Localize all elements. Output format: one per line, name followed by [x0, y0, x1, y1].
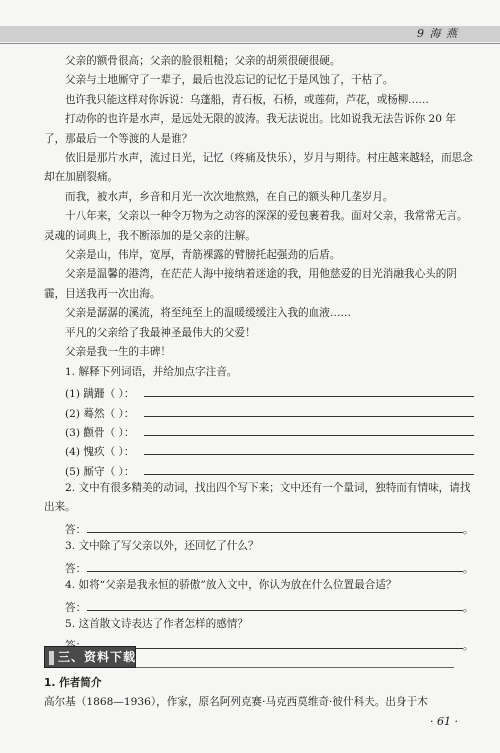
- vocab-word: 愧疚: [83, 446, 105, 459]
- vocab-item: (1) 蹒跚（ ）：: [44, 382, 474, 401]
- paragraph: 父亲与土地厮守了一辈子，最后也没忘记的记忆于是风蚀了，干枯了。: [65, 74, 394, 87]
- answer-blank[interactable]: [144, 435, 474, 436]
- vocab-item: (5) 厮守（ ）：: [44, 459, 474, 478]
- answer-line: 答： 。: [65, 524, 474, 537]
- answer-blank[interactable]: [144, 396, 474, 397]
- answer-blank[interactable]: [87, 610, 463, 611]
- answer-line: 答： 。: [65, 601, 474, 614]
- vocab-item: (2) 蓦然（ ）：: [44, 401, 474, 420]
- answer-blank[interactable]: [144, 416, 474, 417]
- answer-blank[interactable]: [87, 532, 463, 533]
- answer-line: 答： 。: [65, 562, 474, 575]
- paragraph: 打动你的也许是水声，是远处无限的波涛。我无法说出。比如说我无法告诉你 20 年了，那最后一个等渡的人是谁？: [44, 113, 456, 145]
- paragraph: 十八年来，父亲以一种令万物为之动容的深深的爱包裹着我。面对父亲，我常常无言。灵魂的词典上，我不断添加的是父亲的注解。: [44, 210, 468, 242]
- answer-blank[interactable]: [87, 571, 463, 572]
- main-content: [44, 52, 474, 653]
- question-5: 5. 这首散文诗表达了作者怎样的感情？: [65, 617, 248, 630]
- author-bio: 高尔基（1868—1936），作家，原名阿列克赛·马克西莫维奇·彼什科夫。出身于木: [44, 696, 428, 708]
- section-rule: [136, 667, 454, 668]
- section-banner: [44, 646, 454, 668]
- subsection-title: 1. 作者简介: [44, 677, 102, 689]
- paragraph: 父亲的额骨很高；父亲的脸很粗糙；父亲的胡须很硬很硬。: [65, 55, 341, 67]
- answer-blank[interactable]: [144, 474, 474, 475]
- answer-line: 。: [44, 634, 474, 653]
- vocab-word: 颧骨: [83, 427, 105, 440]
- page-number: · 61 ·: [430, 715, 458, 728]
- paragraph: 父亲是山，伟岸，宽厚，青筋裸露的臂膀托起强劲的后盾。: [65, 249, 341, 262]
- page-header: [0, 0, 500, 42]
- paragraph: 而我，被水声，乡音和月光一次次地熬熟，在自己的额头种几垄岁月。: [65, 190, 394, 203]
- header-rule: [0, 43, 500, 44]
- paragraph: 平凡的父亲给了我最神圣最伟大的父爱！: [65, 326, 256, 339]
- paragraph: 依旧是那片水声，流过日光，记忆（疼痛及快乐），岁月与期待。村庄越来越轻，而思念却在加剧裂痛。: [44, 152, 473, 184]
- question-2: 2. 文中有很多精美的动词，找出四个写下来；文中还有一个量词，独特而有情味，请找出来。: [44, 481, 471, 514]
- question-4: 4. 如将“父亲是我永恒的骄傲”放入文中，你认为放在什么位置最合适？: [65, 578, 397, 591]
- question-1: 1. 解释下列词语，并给加点字注音。: [65, 365, 238, 378]
- vocab-item: (3) 颧骨（ ）：: [44, 421, 474, 440]
- section-title: 三、资料下载: [58, 650, 137, 664]
- chapter-title: 9 海 燕: [417, 27, 458, 40]
- paragraph: 父亲是我一生的丰碑！: [65, 346, 171, 359]
- vocab-word: 厮守: [83, 465, 105, 478]
- question-3: 3. 文中除了写父亲以外，还回忆了什么？: [65, 540, 259, 553]
- vocab-word: 蓦然: [83, 407, 105, 420]
- paragraph: 父亲是温馨的港湾，在茫茫人海中接纳着迷途的我，用他慈爱的目光消融我心头的阴霾，目送我再一次出海。: [44, 268, 457, 300]
- paragraph: 也许我只能这样对你诉说：乌蓬船，青石板，石桥，或莲荷，芦花，或杨柳……: [65, 93, 429, 106]
- answer-blank[interactable]: [144, 454, 474, 455]
- vocab-item: (4) 愧疚（ ）：: [44, 440, 474, 459]
- vocab-word: 蹒跚: [83, 388, 105, 401]
- paragraph: 父亲是潺潺的溪流，将至纯至上的温暖缓缓注入我的血液……: [65, 307, 352, 320]
- banner-notch: [49, 651, 54, 665]
